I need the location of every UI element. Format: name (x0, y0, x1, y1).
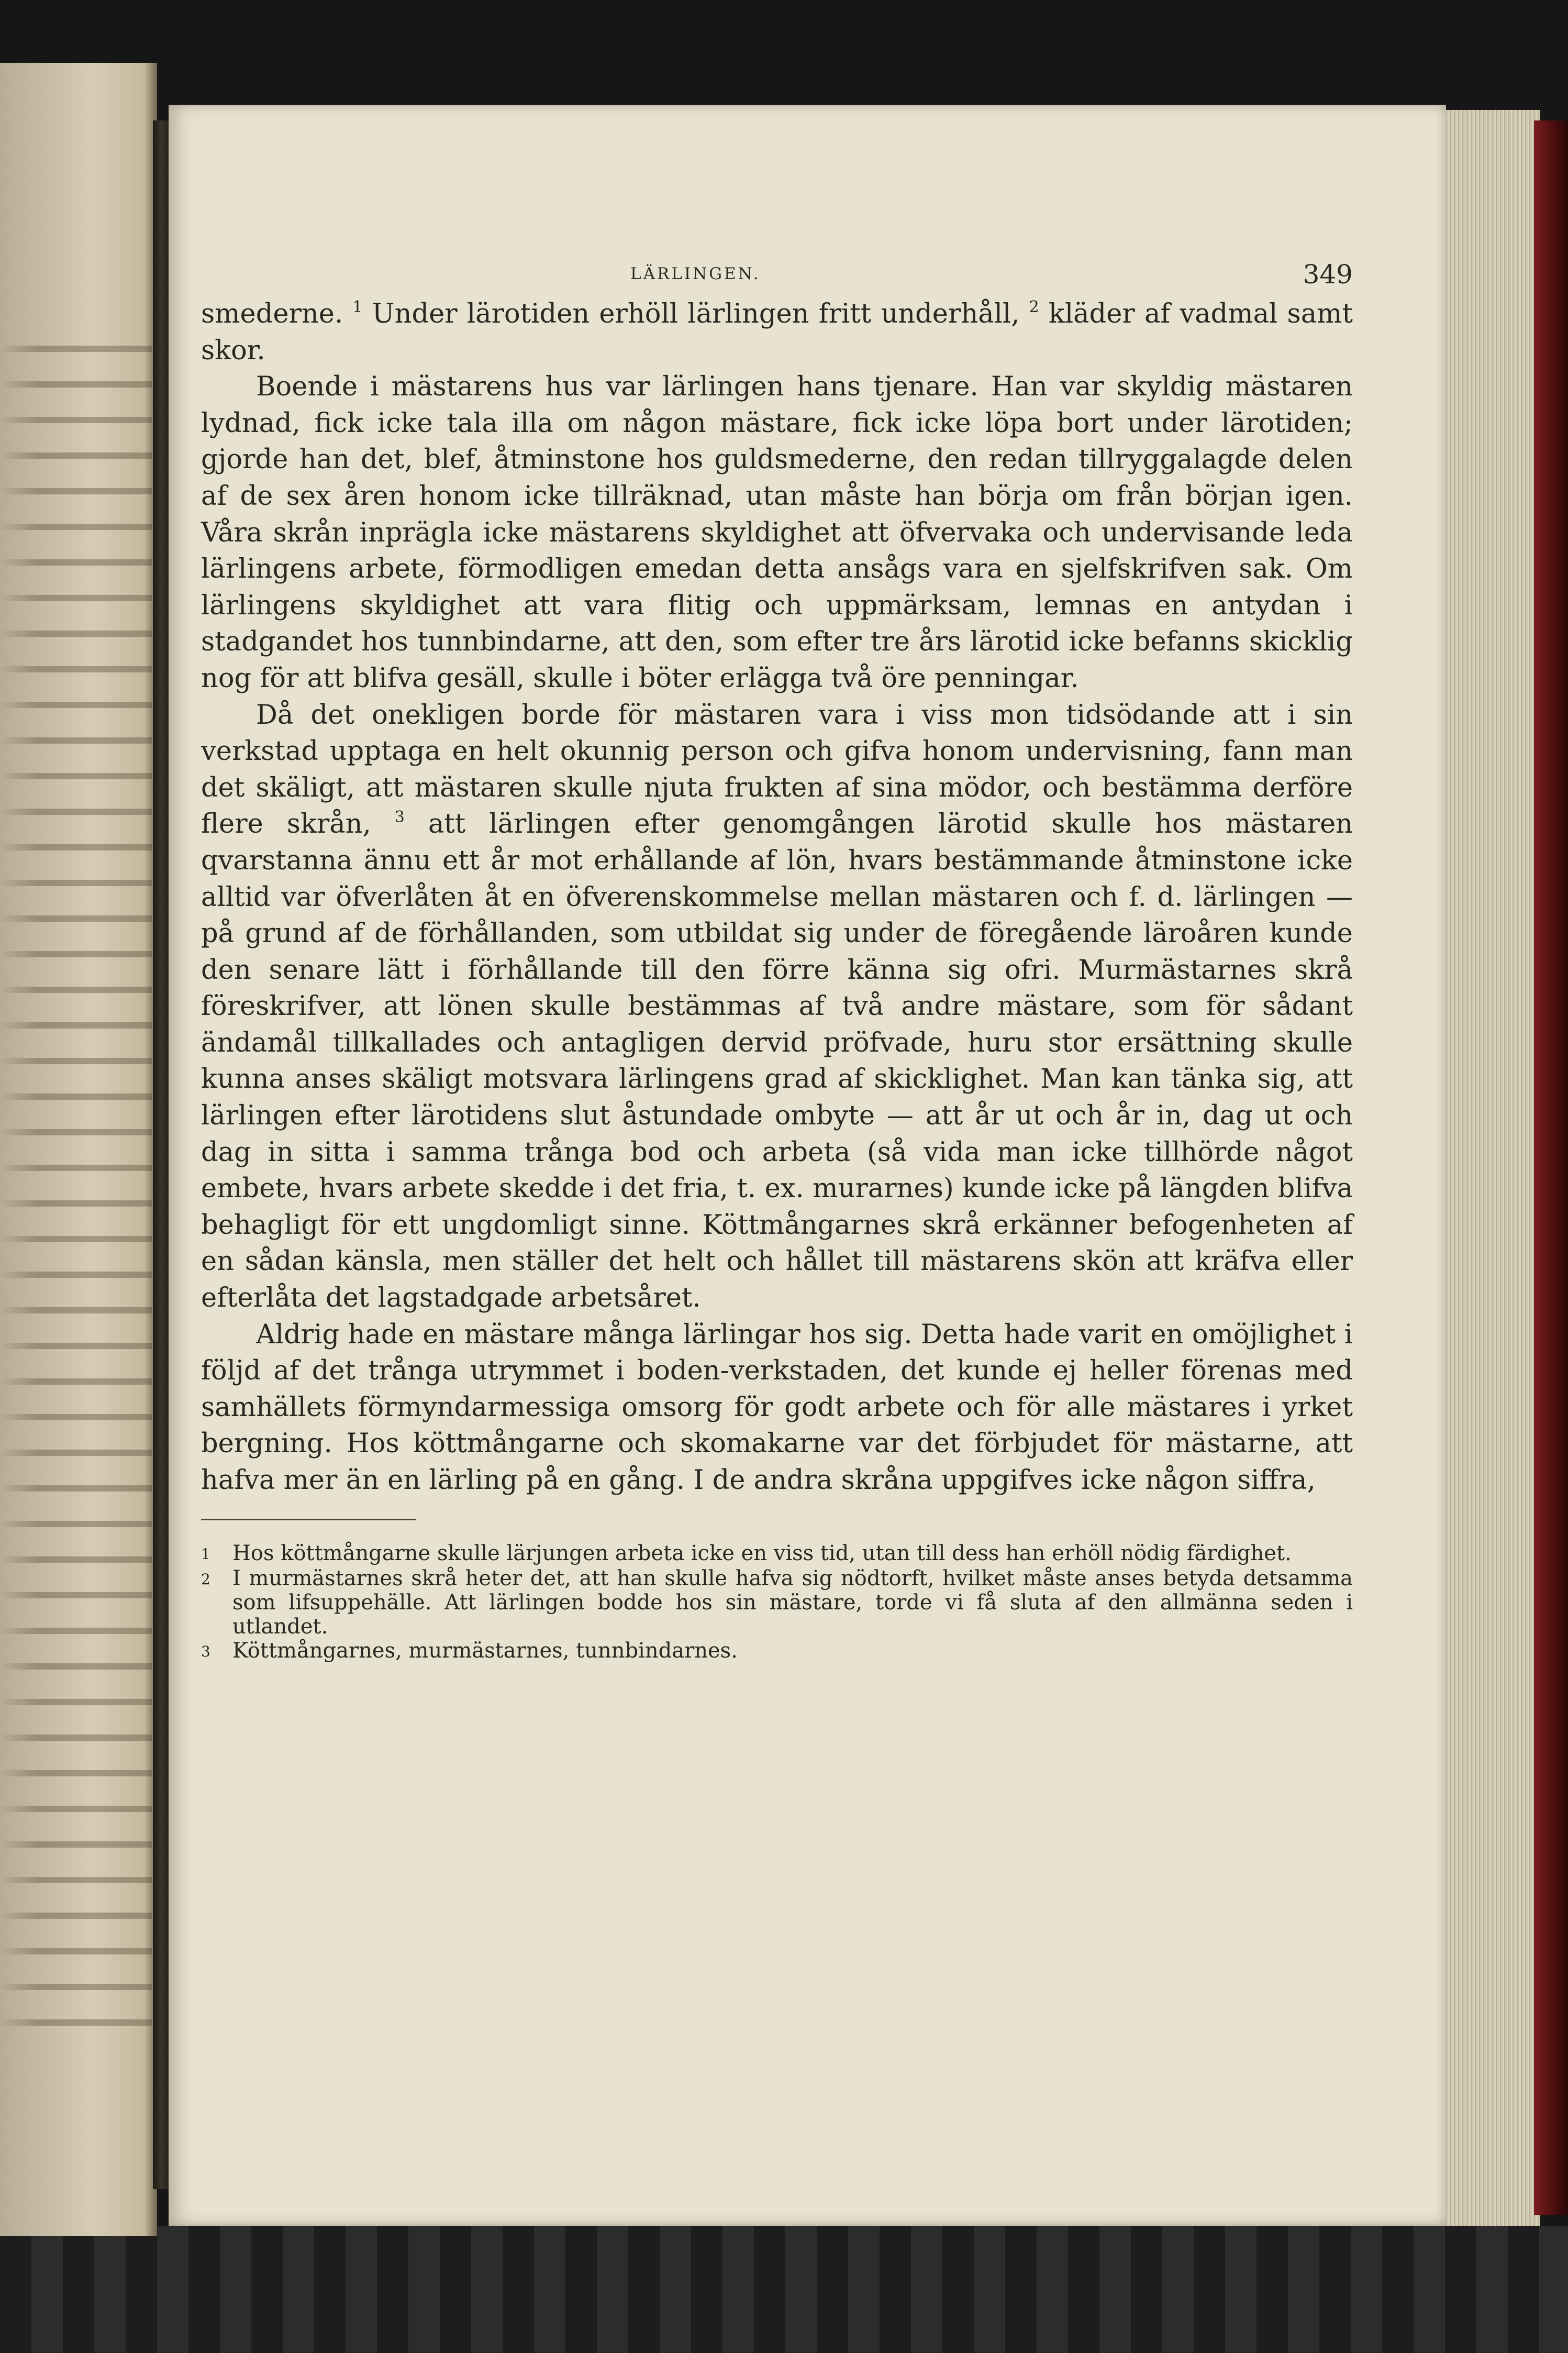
running-header (201, 259, 1353, 296)
page-content (201, 259, 1353, 1664)
running-title: LÄRLINGEN. (630, 264, 761, 283)
paragraph-text: Under lärotiden erhöll lärlingen fritt underhåll, (362, 299, 1029, 329)
footnote (201, 1566, 1353, 1639)
paragraph-text: Aldrig hade en mästare många lärlingar hos sig. Detta hade varit en omöjlighet i följd af det trånga utrymmet i boden-verkstaden, det kunde ej heller förenas med samhällets förmyndarmessiga omsorg för godt arbete och för alle mästares i yrket bergning. Hos köttmångarne och skomakarne var det förbjudet för mästarne, att hafva mer än en lärling på en gång. I de andra skråna uppgifves icke någon siffra, (201, 1319, 1353, 1496)
paragraph-text: Då det onekligen borde för mästaren vara i viss mon tidsödande att i sin verkstad upptaga en helt okunnig person och gifva honom undervisning, fann man det skäligt, att mästaren skulle njuta frukten af sina mödor, och bestämma derföre flere skrån, (201, 699, 1353, 840)
paragraph-text: kläder af vadmal samt skor. (201, 299, 1353, 366)
book-page (169, 105, 1446, 2226)
footnote-mark: 2 (201, 1570, 210, 1588)
paragraph (201, 1317, 1353, 1499)
page-number: 349 (1303, 259, 1353, 290)
footnote-reference: 3 (394, 808, 405, 827)
page-edges (1434, 110, 1540, 2226)
footnote (201, 1639, 1353, 1664)
paragraph (201, 697, 1353, 1317)
footnote-mark: 1 (201, 1545, 210, 1563)
footnotes (201, 1541, 1353, 1664)
footnote-reference: 2 (1029, 298, 1039, 316)
footnote-text: Hos köttmångarne skulle lärjungen arbeta icke en viss tid, utan till dess han erhöll nödig färdighet. (232, 1541, 1292, 1565)
book-binding (1534, 120, 1568, 2215)
facing-page-text-lines (0, 325, 152, 2053)
paragraph (201, 296, 1353, 369)
footnote-text: Köttmångarnes, murmästarnes, tunnbindarnes. (232, 1638, 738, 1663)
facing-page (0, 63, 157, 2236)
scan-background (0, 2226, 1568, 2353)
footnote-rule (201, 1519, 416, 1520)
paragraph-text: att lärlingen efter genomgången lärotid skulle hos mästaren qvarstanna ännu ett år mot erhållande af lön, hvars bestämmande åtminstone icke alltid var öfverlåten åt en öfverenskommelse mellan mästaren och f. d. lärlingen — på grund af de förhållanden, som utbildat sig under de föregående läroåren kunde den senare lätt i förhållande till den förre känna sig ofri. Murmästarnes skrå föreskrifver, att lönen skulle bestämmas af två andre mästare, som för sådant ändamål tillkallades och antagligen dervid pröfvade, huru stor ersättning skulle kunna anses skäligt motsvara lärlingens grad af skicklighet. Man kan tänka sig, att lärlingen efter lärotidens slut åstundade ombyte — att år ut och år in, dag ut och dag in sitta i samma trånga bod och arbeta (så vida man icke tillhörde något embete, hvars arbete skedde i det fria, t. ex. murarnes) kunde icke på längden blifva behagligt för ett ungdomligt sinne. Köttmångarnes skrå erkänner befogenheten af en sådan känsla, men ställer det helt och hållet till mästarens skön att kräfva eller efterlåta det lagstadgade arbetsåret. (201, 809, 1353, 1314)
footnote-text: I murmästarnes skrå heter det, att han skulle hafva sig nödtorft, hvilket måste anses betyda detsamma som lifsuppehälle. Att lärlingen bodde hos sin mästare, torde vi få sluta af den allmänna seden i utlandet. (232, 1566, 1353, 1639)
body-text (201, 296, 1353, 1499)
paragraph-text: Boende i mästarens hus var lärlingen hans tjenare. Han var skyldig mästaren lydnad, fick icke tala illa om någon mästare, fick icke löpa bort under lärotiden; gjorde han det, blef, åtminstone hos guldsmederne, den redan tillryggalagde delen af de sex åren honom icke tillräknad, utan måste han börja om från början igen. Våra skrån inprägla icke mästarens skyldighet att öfvervaka och undervisande leda lärlingens arbete, förmodligen emedan detta ansågs vara en sjelfskrifven sak. Om lärlingens skyldighet att vara flitig och uppmärksam, lemnas en antydan i stadgandet hos tunnbindarne, att den, som efter tre års lärotid icke befanns skicklig nog för att blifva gesäll, skulle i böter erlägga två öre penningar. (201, 371, 1353, 694)
footnote-reference: 1 (352, 298, 363, 316)
paragraph-text: smederne. (201, 299, 353, 329)
paragraph (201, 369, 1353, 697)
footnote-mark: 3 (201, 1642, 210, 1660)
footnote (201, 1541, 1353, 1566)
